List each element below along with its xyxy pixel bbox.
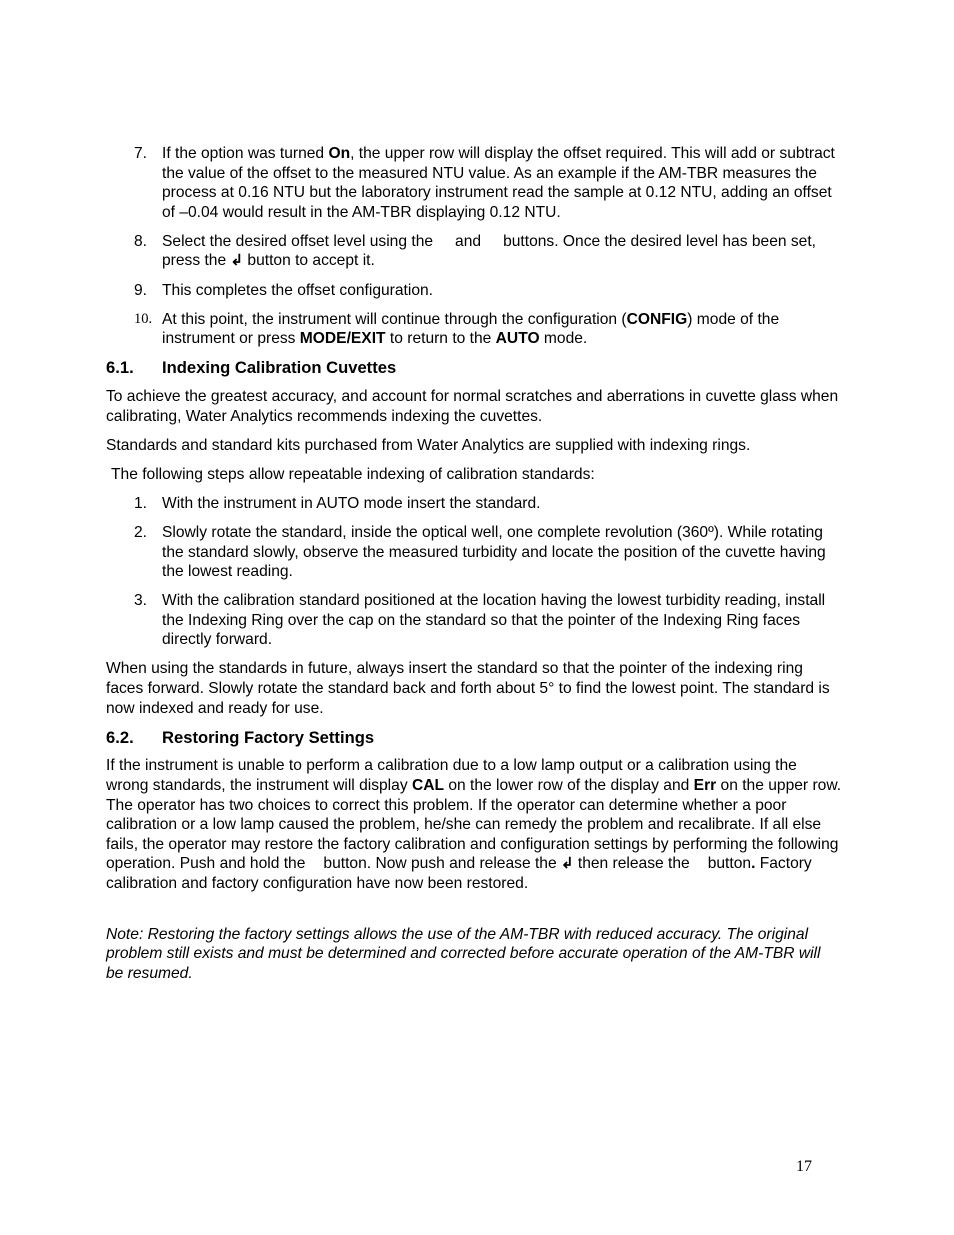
list-item-index-1: 1. With the instrument in AUTO mode insert the standard. bbox=[134, 494, 541, 512]
list-number: 3. bbox=[134, 592, 148, 610]
document-page bbox=[106, 144, 842, 993]
paragraph: When using the standards in future, always insert the standard so that the pointer of the indexing ring faces forward. Slowly rotate the standard back and forth about 5° to find the lowest point. The standard is now indexed and ready for use. bbox=[106, 660, 830, 717]
page-number: 17 bbox=[796, 1158, 812, 1175]
paragraph: The following steps allow repeatable indexing of calibration standards: bbox=[111, 465, 595, 483]
list-item-step-8: 8. Select the desired offset level using the and buttons. Once the desired level has been set, press the ↲ button to accept it. bbox=[134, 232, 817, 270]
list-item-index-2: 2. Slowly rotate the standard, inside the optical well, one complete revolution (360º). While rotating the standard slowly, observe the measured turbidity and locate the position of the cuvette having the lowest reading. bbox=[134, 523, 826, 581]
list-item-step-10: 10. At this point, the instrument will continue through the configuration (CONFIG) mode of the instrument or press MODE/EXIT to return to the AUTO mode. bbox=[134, 310, 780, 348]
enter-icon: ↲ bbox=[560, 855, 574, 873]
section-heading-6-1: 6.1. Indexing Calibration Cuvettes bbox=[106, 358, 397, 378]
enter-icon: ↲ bbox=[230, 252, 244, 270]
list-item-index-3: 3. With the calibration standard positioned at the location having the lowest turbidity reading, install the Indexing Ring over the cap on the standard so that the pointer of the Indexing Ring faces directly forward. bbox=[134, 592, 826, 649]
list-number: 10. bbox=[134, 310, 153, 327]
list-number: 9. bbox=[134, 281, 148, 299]
list-number: 2. bbox=[134, 523, 148, 541]
note: Note: Restoring the factory settings allows the use of the AM-TBR with reduced accuracy. The original problem still exists and must be determined and corrected before accurate operation of the AM-TBR will be resumed. bbox=[106, 925, 821, 982]
list-number: 7. bbox=[134, 145, 148, 162]
list-number: 8. bbox=[134, 232, 148, 250]
list-number: 1. bbox=[134, 494, 148, 512]
section-heading-6-2: 6.2. Restoring Factory Settings bbox=[106, 727, 375, 747]
paragraph: To achieve the greatest accuracy, and account for normal scratches and aberrations in cuvette glass when calibrating, Water Analytics recommends indexing the cuvettes. bbox=[106, 387, 839, 425]
list-item-step-7: 7. If the option was turned On, the upper row will display the offset required. This will add or subtract the value of the offset to the measured NTU value. As an example if the AM-TBR measures the process at 0.16 NTU but the laboratory instrument read the sample at 0.12 NTU, adding an offset of –0.04 would result in the AM-TBR displaying 0.12 NTU. bbox=[134, 145, 835, 221]
list-item-step-9: 9. This completes the offset configuration. bbox=[134, 281, 434, 299]
paragraph: Standards and standard kits purchased from Water Analytics are supplied with indexing rings. bbox=[106, 436, 751, 454]
paragraph-restoring-factory-settings: If the instrument is unable to perform a calibration due to a low lamp output or a calibration using the wrong standards, the instrument will display CAL on the lower row of the display and Err on the upper row. The operator has two choices to correct this problem. If the operator can determine whether a poor calibration or a low lamp caused the problem, he/she can remedy the problem and recalibrate. If all else fails, the operator may restore the factory calibration and configuration settings by performing the following operation. Push and hold the button. Now push and release the ↲ then release the button. Factory calibration and factory configuration have now been restored. bbox=[106, 757, 842, 892]
